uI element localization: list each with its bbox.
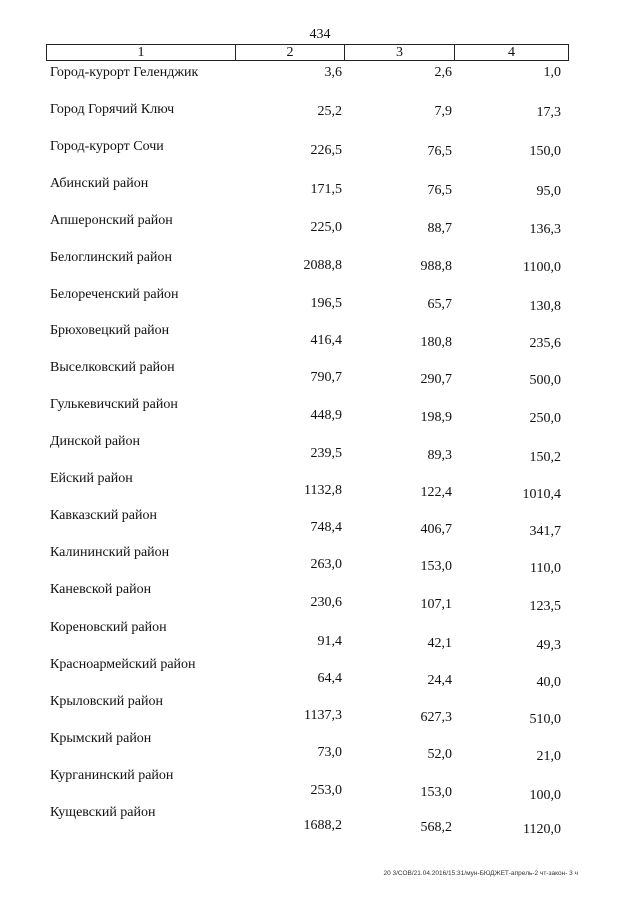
row-value-col3: 65,7: [427, 297, 452, 312]
table-row: [0, 620, 640, 653]
row-value-col3: 406,7: [420, 522, 452, 537]
table-row: [0, 360, 640, 388]
table-row: [0, 805, 640, 837]
row-value-col3: 198,9: [420, 410, 452, 425]
row-value-col4: 123,5: [529, 599, 561, 614]
column-header-1: 1: [47, 45, 236, 60]
row-value-col2: 25,2: [317, 104, 342, 119]
column-header-4: 4: [508, 45, 515, 60]
row-value-col2: 253,0: [310, 783, 342, 798]
row-value-col2: 416,4: [310, 333, 342, 348]
table-row: [0, 434, 640, 465]
row-name: Брюховецкий район: [50, 323, 170, 338]
row-value-col3: 52,0: [427, 747, 452, 762]
row-value-col2: 2088,8: [303, 258, 342, 273]
row-value-col2: 225,0: [310, 220, 342, 235]
row-value-col3: 568,2: [420, 820, 452, 835]
row-value-col3: 2,6: [434, 65, 452, 80]
row-value-col4: 235,6: [529, 336, 561, 351]
row-name: Кавказский район: [50, 508, 158, 523]
table-row: [0, 323, 640, 351]
table-row: [0, 508, 640, 539]
row-value-col4: 17,3: [536, 105, 561, 120]
row-value-col4: 1,0: [543, 65, 561, 80]
row-name: Выселковский район: [50, 360, 175, 375]
row-value-col3: 290,7: [420, 372, 452, 387]
row-value-col2: 230,6: [310, 595, 342, 610]
row-value-col2: 748,4: [310, 520, 342, 535]
row-value-col4: 250,0: [529, 411, 561, 426]
row-name: Город-курорт Геленджик: [50, 65, 199, 80]
row-value-col4: 130,8: [529, 299, 561, 314]
row-value-col4: 49,3: [536, 638, 561, 653]
row-name: Апшеронский район: [50, 213, 173, 228]
row-value-col3: 88,7: [427, 221, 452, 236]
row-name: Город Горячий Ключ: [50, 102, 175, 117]
row-value-col4: 510,0: [529, 712, 561, 727]
row-name: Белореченский район: [50, 287, 179, 302]
row-value-col4: 341,7: [529, 524, 561, 539]
row-name: Крымский район: [50, 731, 152, 746]
row-name: Динской район: [50, 434, 141, 449]
row-value-col2: 91,4: [317, 634, 342, 649]
row-name: Ейский район: [50, 471, 133, 486]
table-row: [0, 102, 640, 124]
row-value-col4: 40,0: [536, 675, 561, 690]
table-row: [0, 731, 640, 764]
table-row: [0, 545, 640, 576]
row-value-col4: 150,0: [529, 144, 561, 159]
row-value-col4: 95,0: [536, 184, 561, 199]
row-value-col4: 100,0: [529, 788, 561, 803]
row-value-col4: 110,0: [530, 561, 561, 576]
row-value-col4: 21,0: [536, 749, 561, 764]
table-row: [0, 768, 640, 803]
page-number: 434: [309, 27, 331, 42]
row-value-col3: 627,3: [420, 710, 452, 725]
row-value-col3: 76,5: [427, 144, 452, 159]
column-header-2: 2: [236, 45, 345, 60]
row-value-col4: 1010,4: [522, 487, 561, 502]
table-row: [0, 582, 640, 614]
row-name: Кореновский район: [50, 620, 167, 635]
table-row: [0, 657, 640, 690]
row-value-col2: 196,5: [310, 296, 342, 311]
row-name: Белоглинский район: [50, 250, 172, 265]
table-row: [0, 471, 640, 502]
row-name: Крыловский район: [50, 694, 163, 709]
row-value-col3: 42,1: [427, 636, 452, 651]
row-name: Кущевский район: [50, 805, 156, 820]
table-row: [0, 176, 640, 198]
table-row: [0, 287, 640, 314]
row-value-col4: 500,0: [529, 373, 561, 388]
footer-note: 20 3/СОВ/21.04.2016/15:31/мун-БЮДЖЕТ-апрель-2 чт-закон- 3 ч: [383, 870, 578, 877]
row-value-col2: 263,0: [310, 557, 342, 572]
row-value-col2: 171,5: [310, 182, 342, 197]
row-name: Курганинский район: [50, 768, 174, 783]
row-value-col2: 1137,3: [304, 708, 342, 723]
row-name: Город-курорт Сочи: [50, 139, 164, 154]
row-name: Абинский район: [50, 176, 149, 191]
row-name: Калининский район: [50, 545, 170, 560]
column-header-3: 3: [345, 45, 455, 60]
table-row: [0, 250, 640, 275]
table-row: [0, 139, 640, 161]
row-value-col2: 239,5: [310, 446, 342, 461]
table-row: [0, 65, 640, 87]
row-value-col3: 24,4: [427, 673, 452, 688]
table-row: [0, 397, 640, 426]
row-value-col2: 448,9: [310, 408, 342, 423]
row-value-col3: 180,8: [420, 335, 452, 350]
row-value-col2: 1688,2: [303, 818, 342, 833]
row-name: Каневской район: [50, 582, 152, 597]
table-row: [0, 213, 640, 235]
row-value-col4: 136,3: [529, 222, 561, 237]
row-value-col3: 7,9: [434, 104, 452, 119]
row-value-col3: 153,0: [420, 559, 452, 574]
row-value-col2: 73,0: [317, 745, 342, 760]
row-value-col3: 153,0: [420, 785, 452, 800]
row-name: Красноармейский район: [50, 657, 196, 672]
row-value-col2: 64,4: [317, 671, 342, 686]
row-value-col3: 107,1: [420, 597, 452, 612]
row-value-col2: 226,5: [310, 143, 342, 158]
row-value-col3: 89,3: [427, 448, 452, 463]
row-value-col2: 3,6: [324, 65, 342, 80]
row-value-col4: 1120,0: [523, 822, 561, 837]
row-name: Гулькевичский район: [50, 397, 178, 412]
row-value-col2: 1132,8: [304, 483, 342, 498]
row-value-col3: 122,4: [420, 485, 452, 500]
row-value-col3: 988,8: [420, 259, 452, 274]
row-value-col3: 76,5: [427, 183, 452, 198]
row-value-col4: 150,2: [529, 450, 561, 465]
table-row: [0, 694, 640, 727]
row-value-col4: 1100,0: [523, 260, 561, 275]
row-value-col2: 790,7: [310, 370, 342, 385]
